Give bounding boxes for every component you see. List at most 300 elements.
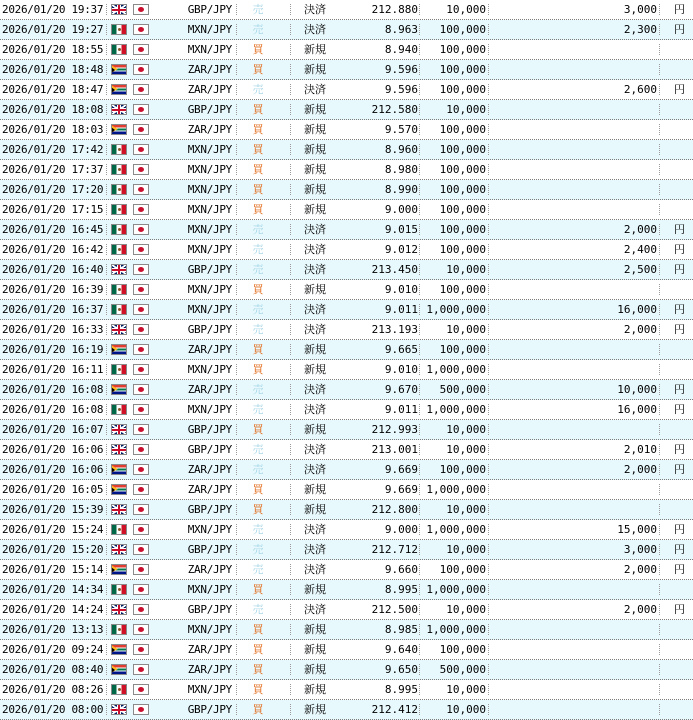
south-africa-flag-icon <box>111 384 127 395</box>
trade-side: 売 <box>252 83 264 96</box>
mexico-flag-icon <box>111 244 127 255</box>
trade-time: 2026/01/20 16:42 <box>2 243 104 256</box>
column-divider <box>659 64 660 75</box>
profit-amount: 2,500 <box>623 263 657 276</box>
trade-quantity: 1,000,000 <box>426 403 486 416</box>
japan-flag-icon <box>133 264 149 275</box>
trade-side: 売 <box>252 23 264 36</box>
trade-time: 2026/01/20 17:42 <box>2 143 104 156</box>
column-divider <box>488 564 489 575</box>
trade-side: 売 <box>252 223 264 236</box>
uk-flag-icon <box>111 704 127 715</box>
trade-quantity: 100,000 <box>439 83 486 96</box>
trade-side: 売 <box>252 403 264 416</box>
column-divider <box>236 364 237 375</box>
table-row[interactable] <box>0 380 693 400</box>
column-divider <box>106 584 107 595</box>
trade-quantity: 100,000 <box>439 563 486 576</box>
column-divider <box>106 684 107 695</box>
column-divider <box>488 544 489 555</box>
column-divider <box>488 624 489 635</box>
table-row[interactable] <box>0 300 693 320</box>
column-divider <box>659 584 660 595</box>
south-africa-flag-icon <box>111 344 127 355</box>
profit-amount <box>574 500 657 519</box>
trade-price: 8.940 <box>384 43 418 56</box>
table-row[interactable] <box>0 600 693 620</box>
japan-flag-icon <box>133 204 149 215</box>
column-divider <box>488 344 489 355</box>
currency-pair: GBP/JPY <box>187 3 232 16</box>
column-divider <box>236 404 237 415</box>
japan-flag-icon <box>133 564 149 575</box>
trade-side: 買 <box>252 63 264 76</box>
table-row[interactable] <box>0 640 693 660</box>
trade-side: 売 <box>252 443 264 456</box>
trade-price: 9.640 <box>384 643 418 656</box>
trade-price: 9.665 <box>384 343 418 356</box>
column-divider <box>659 164 660 175</box>
trade-time: 2026/01/20 16:08 <box>2 403 104 416</box>
trade-side: 売 <box>252 523 264 536</box>
currency-pair: GBP/JPY <box>187 443 232 456</box>
trade-price: 8.963 <box>384 23 418 36</box>
trade-side: 買 <box>252 143 264 156</box>
column-divider <box>290 664 291 675</box>
column-divider <box>488 444 489 455</box>
trade-time: 2026/01/20 16:45 <box>2 223 104 236</box>
column-divider <box>659 144 660 155</box>
japan-flag-icon <box>133 64 149 75</box>
order-type: 新規 <box>304 503 326 516</box>
trade-time: 2026/01/20 18:47 <box>2 83 104 96</box>
japan-flag-icon <box>133 424 149 435</box>
column-divider <box>659 564 660 575</box>
column-divider <box>659 684 660 695</box>
column-divider <box>488 684 489 695</box>
mexico-flag-icon <box>111 404 127 415</box>
column-divider <box>106 664 107 675</box>
column-divider <box>488 184 489 195</box>
yen-suffix: 円 <box>674 323 685 336</box>
table-row[interactable] <box>0 140 693 160</box>
table-row[interactable] <box>0 320 693 340</box>
column-divider <box>236 384 237 395</box>
order-type: 新規 <box>304 703 326 716</box>
profit-amount <box>574 700 657 719</box>
column-divider <box>290 244 291 255</box>
trade-side: 買 <box>252 643 264 656</box>
trade-time: 2026/01/20 15:14 <box>2 563 104 576</box>
trade-time: 2026/01/20 15:24 <box>2 523 104 536</box>
trade-price: 9.011 <box>384 403 418 416</box>
trade-time: 2026/01/20 16:07 <box>2 423 104 436</box>
column-divider <box>236 564 237 575</box>
column-divider <box>488 404 489 415</box>
uk-flag-icon <box>111 264 127 275</box>
column-divider <box>290 584 291 595</box>
mexico-flag-icon <box>111 164 127 175</box>
table-row[interactable] <box>0 460 693 480</box>
table-row[interactable] <box>0 100 693 120</box>
column-divider <box>290 264 291 275</box>
column-divider <box>290 4 291 15</box>
column-divider <box>236 624 237 635</box>
column-divider <box>488 304 489 315</box>
column-divider <box>236 324 237 335</box>
column-divider <box>290 64 291 75</box>
table-row[interactable] <box>0 280 693 300</box>
trade-time: 2026/01/20 17:20 <box>2 183 104 196</box>
column-divider <box>488 424 489 435</box>
column-divider <box>236 4 237 15</box>
column-divider <box>290 164 291 175</box>
table-row[interactable] <box>0 200 693 220</box>
trade-quantity: 100,000 <box>439 283 486 296</box>
trade-side: 買 <box>252 703 264 716</box>
trade-side: 売 <box>252 383 264 396</box>
japan-flag-icon <box>133 124 149 135</box>
trade-price: 213.193 <box>371 323 418 336</box>
order-type: 新規 <box>304 423 326 436</box>
table-row[interactable] <box>0 660 693 680</box>
currency-pair: MXN/JPY <box>187 523 232 536</box>
column-divider <box>659 484 660 495</box>
trade-time: 2026/01/20 09:24 <box>2 643 104 656</box>
japan-flag-icon <box>133 524 149 535</box>
profit-amount: 3,000 <box>623 543 657 556</box>
order-type: 決済 <box>304 443 326 456</box>
table-row[interactable] <box>0 20 693 40</box>
trade-time: 2026/01/20 16:06 <box>2 463 104 476</box>
currency-pair: MXN/JPY <box>187 203 232 216</box>
column-divider <box>236 664 237 675</box>
trade-price: 9.669 <box>384 463 418 476</box>
yen-suffix: 円 <box>674 543 685 556</box>
trade-side: 買 <box>252 483 264 496</box>
column-divider <box>290 604 291 615</box>
column-divider <box>659 104 660 115</box>
column-divider <box>290 284 291 295</box>
yen-suffix: 円 <box>674 403 685 416</box>
japan-flag-icon <box>133 224 149 235</box>
currency-pair: ZAR/JPY <box>187 63 232 76</box>
profit-amount <box>574 60 657 79</box>
profit-amount <box>574 660 657 679</box>
trade-price: 9.010 <box>384 283 418 296</box>
column-divider <box>290 544 291 555</box>
order-type: 決済 <box>304 543 326 556</box>
trade-quantity: 1,000,000 <box>426 363 486 376</box>
column-divider <box>236 84 237 95</box>
trade-time: 2026/01/20 15:20 <box>2 543 104 556</box>
trade-time: 2026/01/20 16:40 <box>2 263 104 276</box>
trade-quantity: 10,000 <box>446 603 486 616</box>
column-divider <box>236 224 237 235</box>
column-divider <box>488 124 489 135</box>
trade-side: 買 <box>252 343 264 356</box>
column-divider <box>488 24 489 35</box>
column-divider <box>106 424 107 435</box>
table-row[interactable] <box>0 520 693 540</box>
trade-quantity: 100,000 <box>439 123 486 136</box>
currency-pair: ZAR/JPY <box>187 383 232 396</box>
column-divider <box>659 624 660 635</box>
trade-side: 買 <box>252 283 264 296</box>
table-row[interactable] <box>0 340 693 360</box>
japan-flag-icon <box>133 664 149 675</box>
trade-quantity: 10,000 <box>446 423 486 436</box>
trade-quantity: 100,000 <box>439 203 486 216</box>
order-type: 新規 <box>304 663 326 676</box>
column-divider <box>659 344 660 355</box>
profit-amount <box>574 360 657 379</box>
column-divider <box>659 664 660 675</box>
yen-suffix: 円 <box>674 3 685 16</box>
table-row[interactable] <box>0 700 693 720</box>
trade-price: 9.010 <box>384 363 418 376</box>
profit-amount: 2,000 <box>623 603 657 616</box>
trade-price: 212.412 <box>371 703 418 716</box>
column-divider <box>659 644 660 655</box>
column-divider <box>106 644 107 655</box>
trade-side: 買 <box>252 43 264 56</box>
table-row[interactable] <box>0 480 693 500</box>
column-divider <box>290 644 291 655</box>
japan-flag-icon <box>133 344 149 355</box>
column-divider <box>659 364 660 375</box>
south-africa-flag-icon <box>111 464 127 475</box>
table-row[interactable] <box>0 40 693 60</box>
profit-amount: 2,000 <box>623 223 657 236</box>
trade-price: 9.670 <box>384 383 418 396</box>
column-divider <box>659 504 660 515</box>
table-row[interactable] <box>0 160 693 180</box>
trade-quantity: 100,000 <box>439 463 486 476</box>
mexico-flag-icon <box>111 144 127 155</box>
table-row[interactable] <box>0 0 693 20</box>
order-type: 新規 <box>304 623 326 636</box>
trade-side: 買 <box>252 203 264 216</box>
trade-side: 買 <box>252 183 264 196</box>
column-divider <box>106 384 107 395</box>
uk-flag-icon <box>111 504 127 515</box>
yen-suffix: 円 <box>674 603 685 616</box>
column-divider <box>659 44 660 55</box>
japan-flag-icon <box>133 324 149 335</box>
profit-amount <box>574 480 657 499</box>
trade-quantity: 500,000 <box>439 383 486 396</box>
order-type: 新規 <box>304 343 326 356</box>
trade-price: 9.596 <box>384 83 418 96</box>
table-row[interactable] <box>0 360 693 380</box>
profit-amount: 2,300 <box>623 23 657 36</box>
uk-flag-icon <box>111 324 127 335</box>
trade-time: 2026/01/20 08:00 <box>2 703 104 716</box>
column-divider <box>290 624 291 635</box>
profit-amount <box>574 120 657 139</box>
column-divider <box>488 4 489 15</box>
column-divider <box>106 124 107 135</box>
column-divider <box>659 124 660 135</box>
column-divider <box>659 24 660 35</box>
table-row[interactable] <box>0 680 693 700</box>
uk-flag-icon <box>111 104 127 115</box>
column-divider <box>290 344 291 355</box>
profit-amount <box>574 340 657 359</box>
column-divider <box>659 544 660 555</box>
trade-time: 2026/01/20 16:39 <box>2 283 104 296</box>
trade-time: 2026/01/20 16:06 <box>2 443 104 456</box>
trade-time: 2026/01/20 16:11 <box>2 363 104 376</box>
trade-quantity: 100,000 <box>439 43 486 56</box>
order-type: 新規 <box>304 103 326 116</box>
column-divider <box>659 224 660 235</box>
column-divider <box>236 484 237 495</box>
trade-quantity: 10,000 <box>446 323 486 336</box>
order-type: 決済 <box>304 323 326 336</box>
uk-flag-icon <box>111 544 127 555</box>
currency-pair: MXN/JPY <box>187 143 232 156</box>
profit-amount: 2,010 <box>623 443 657 456</box>
yen-suffix: 円 <box>674 303 685 316</box>
table-row[interactable] <box>0 620 693 640</box>
south-africa-flag-icon <box>111 84 127 95</box>
column-divider <box>106 464 107 475</box>
order-type: 新規 <box>304 643 326 656</box>
currency-pair: GBP/JPY <box>187 703 232 716</box>
south-africa-flag-icon <box>111 564 127 575</box>
column-divider <box>659 4 660 15</box>
table-row[interactable] <box>0 220 693 240</box>
table-row[interactable] <box>0 120 693 140</box>
currency-pair: ZAR/JPY <box>187 463 232 476</box>
trade-time: 2026/01/20 18:55 <box>2 43 104 56</box>
profit-amount: 16,000 <box>617 303 657 316</box>
column-divider <box>106 264 107 275</box>
column-divider <box>659 444 660 455</box>
trade-time: 2026/01/20 18:08 <box>2 103 104 116</box>
column-divider <box>236 24 237 35</box>
south-africa-flag-icon <box>111 64 127 75</box>
yen-suffix: 円 <box>674 383 685 396</box>
south-africa-flag-icon <box>111 484 127 495</box>
mexico-flag-icon <box>111 304 127 315</box>
column-divider <box>659 404 660 415</box>
mexico-flag-icon <box>111 524 127 535</box>
currency-pair: GBP/JPY <box>187 323 232 336</box>
trade-side: 買 <box>252 683 264 696</box>
trade-side: 売 <box>252 263 264 276</box>
column-divider <box>488 84 489 95</box>
japan-flag-icon <box>133 624 149 635</box>
trade-price: 8.960 <box>384 143 418 156</box>
column-divider <box>488 224 489 235</box>
trade-time: 2026/01/20 18:48 <box>2 63 104 76</box>
column-divider <box>236 44 237 55</box>
trade-time: 2026/01/20 16:33 <box>2 323 104 336</box>
trade-price: 9.015 <box>384 223 418 236</box>
column-divider <box>236 544 237 555</box>
yen-suffix: 円 <box>674 523 685 536</box>
trade-side: 売 <box>252 603 264 616</box>
currency-pair: ZAR/JPY <box>187 343 232 356</box>
column-divider <box>488 504 489 515</box>
column-divider <box>106 244 107 255</box>
currency-pair: GBP/JPY <box>187 543 232 556</box>
yen-suffix: 円 <box>674 563 685 576</box>
trade-side: 買 <box>252 503 264 516</box>
order-type: 新規 <box>304 183 326 196</box>
column-divider <box>106 284 107 295</box>
table-row[interactable] <box>0 180 693 200</box>
column-divider <box>659 424 660 435</box>
table-row[interactable] <box>0 500 693 520</box>
column-divider <box>488 584 489 595</box>
trade-side: 買 <box>252 363 264 376</box>
trade-time: 2026/01/20 19:27 <box>2 23 104 36</box>
trade-price: 212.800 <box>371 503 418 516</box>
column-divider <box>236 244 237 255</box>
table-row[interactable] <box>0 560 693 580</box>
table-row[interactable] <box>0 420 693 440</box>
trade-quantity: 100,000 <box>439 223 486 236</box>
table-row[interactable] <box>0 260 693 280</box>
table-row[interactable] <box>0 540 693 560</box>
trade-quantity: 1,000,000 <box>426 623 486 636</box>
mexico-flag-icon <box>111 684 127 695</box>
column-divider <box>290 84 291 95</box>
column-divider <box>290 324 291 335</box>
trade-price: 9.000 <box>384 203 418 216</box>
profit-amount <box>574 580 657 599</box>
column-divider <box>106 104 107 115</box>
japan-flag-icon <box>133 104 149 115</box>
profit-amount <box>574 140 657 159</box>
order-type: 決済 <box>304 383 326 396</box>
table-row[interactable] <box>0 80 693 100</box>
uk-flag-icon <box>111 4 127 15</box>
currency-pair: GBP/JPY <box>187 503 232 516</box>
column-divider <box>290 564 291 575</box>
profit-amount: 2,600 <box>623 83 657 96</box>
column-divider <box>659 244 660 255</box>
column-divider <box>106 44 107 55</box>
column-divider <box>236 164 237 175</box>
trade-price: 8.995 <box>384 583 418 596</box>
column-divider <box>290 124 291 135</box>
japan-flag-icon <box>133 404 149 415</box>
uk-flag-icon <box>111 604 127 615</box>
yen-suffix: 円 <box>674 243 685 256</box>
column-divider <box>106 704 107 715</box>
trade-price: 9.011 <box>384 303 418 316</box>
column-divider <box>488 204 489 215</box>
profit-amount: 15,000 <box>617 523 657 536</box>
table-row[interactable] <box>0 440 693 460</box>
table-row[interactable] <box>0 60 693 80</box>
trade-side: 買 <box>252 583 264 596</box>
column-divider <box>106 504 107 515</box>
profit-amount <box>574 200 657 219</box>
table-row[interactable] <box>0 580 693 600</box>
profit-amount: 2,400 <box>623 243 657 256</box>
japan-flag-icon <box>133 444 149 455</box>
column-divider <box>236 524 237 535</box>
column-divider <box>290 464 291 475</box>
table-row[interactable] <box>0 400 693 420</box>
table-row[interactable] <box>0 240 693 260</box>
